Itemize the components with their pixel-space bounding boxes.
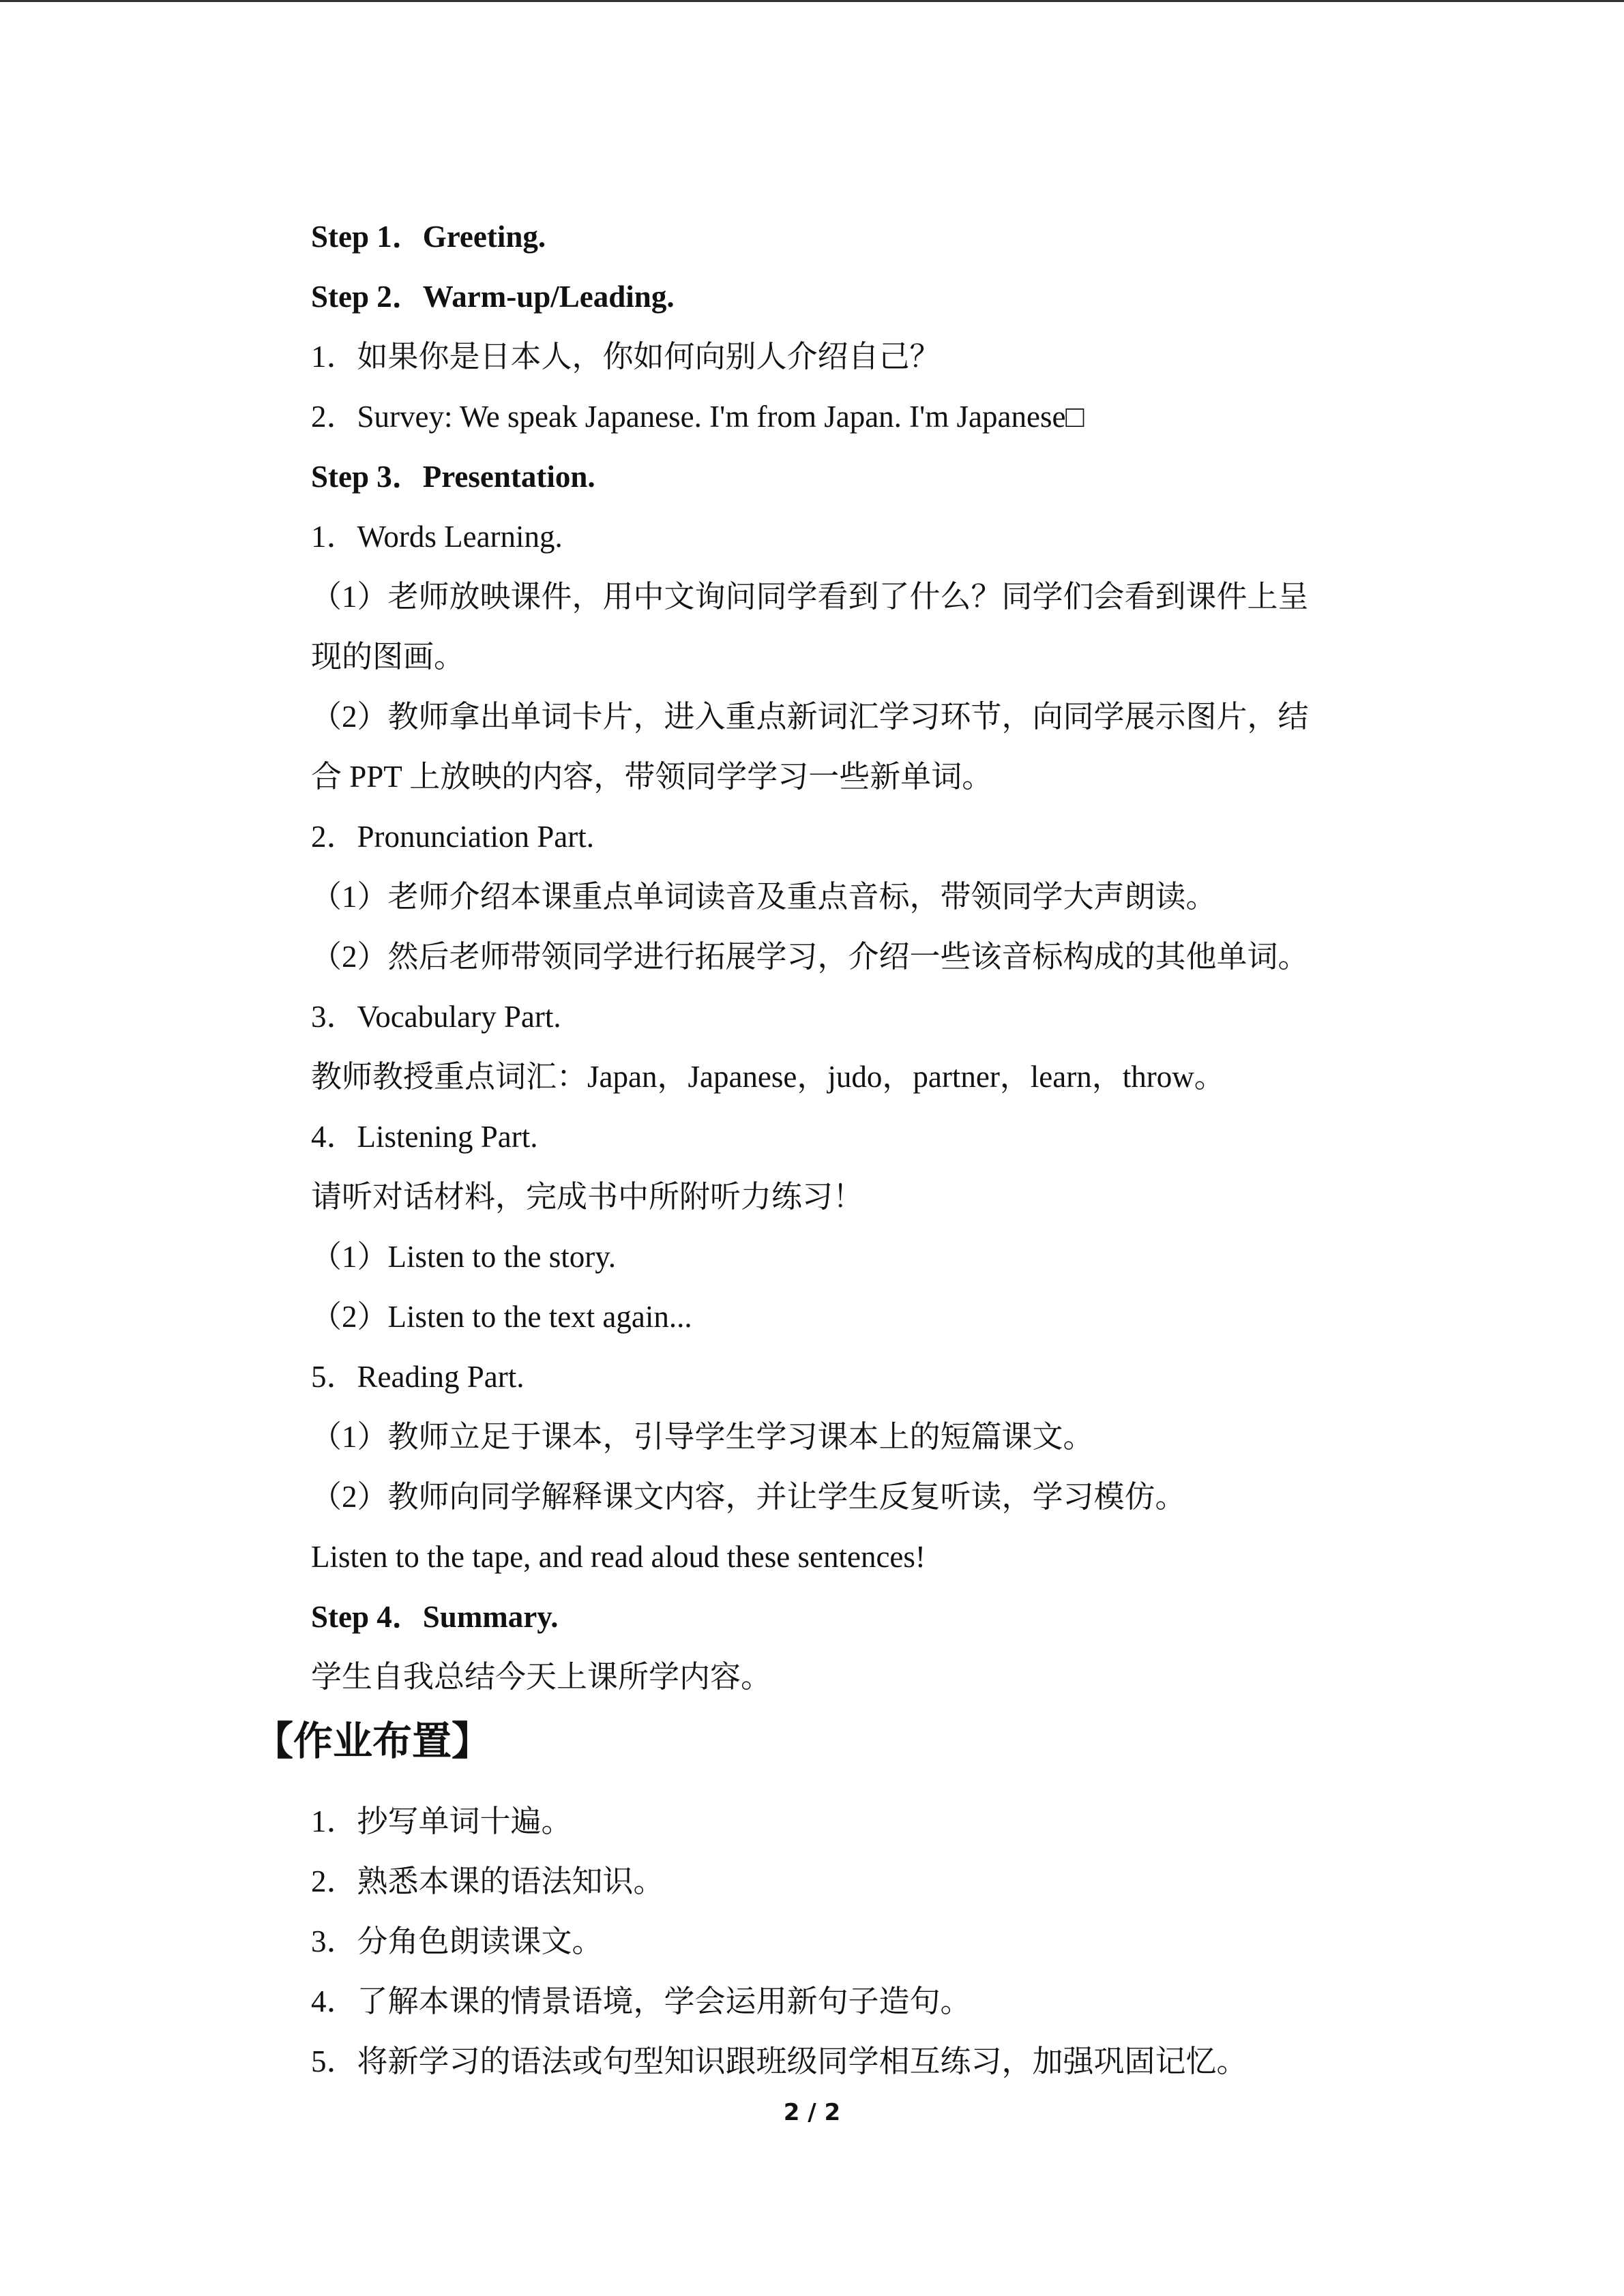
homework-item-2: 2．熟悉本课的语法知识。 (311, 1864, 664, 1898)
page-number: 2 / 2 (783, 2099, 841, 2126)
step-4-heading: Step 4．Summary. (311, 1600, 559, 1634)
homework-item-1: 1．抄写单词十遍。 (311, 1804, 572, 1838)
listening-sub-2: （2）Listen to the text again... (311, 1300, 692, 1334)
pronunciation-heading: 2．Pronunciation Part. (311, 820, 594, 854)
warmup-item-2: 2．Survey: We speak Japanese. I'm from Japan. I'm Japanese□ (311, 400, 1084, 434)
words-learning-sub-1-line-1: （1）老师放映课件，用中文询问同学看到了什么？同学们会看到课件上呈 (311, 580, 1309, 614)
homework-heading: 【作业布置】 (254, 1718, 492, 1764)
listening-heading: 4．Listening Part. (311, 1120, 538, 1154)
step-3-heading: Step 3．Presentation. (311, 460, 595, 494)
words-learning-heading: 1．Words Learning. (311, 520, 563, 554)
step-2-heading: Step 2．Warm-up/Leading. (311, 280, 675, 314)
homework-item-5: 5．将新学习的语法或句型知识跟班级同学相互练习，加强巩固记忆。 (311, 2044, 1247, 2078)
reading-sub-1: （1）教师立足于课本，引导学生学习课本上的短篇课文。 (311, 1420, 1094, 1454)
warmup-item-1: 1．如果你是日本人，你如何向别人介绍自己？ (311, 340, 941, 374)
words-learning-sub-1-line-2: 现的图画。 (311, 640, 465, 674)
listening-sub-1: （1）Listen to the story. (311, 1240, 617, 1274)
pronunciation-sub-1: （1）老师介绍本课重点单词读音及重点音标，带领同学大声朗读。 (311, 880, 1217, 914)
homework-item-4: 4．了解本课的情景语境，学会运用新句子造句。 (311, 1984, 971, 2018)
summary-text: 学生自我总结今天上课所学内容。 (311, 1660, 772, 1694)
homework-item-3: 3．分角色朗读课文。 (311, 1924, 603, 1958)
words-learning-sub-2-line-2: 合 PPT 上放映的内容，带领同学学习一些新单词。 (311, 760, 993, 794)
listening-instruction: 请听对话材料，完成书中所附听力练习！ (311, 1180, 864, 1214)
words-learning-sub-2-line-1: （2）教师拿出单词卡片，进入重点新词汇学习环节，向同学展示图片，结 (311, 700, 1309, 734)
reading-sub-2: （2）教师向同学解释课文内容，并让学生反复听读，学习模仿。 (311, 1480, 1186, 1514)
reading-instruction: Listen to the tape, and read aloud these sentences! (311, 1540, 926, 1574)
vocabulary-list: 教师教授重点词汇：Japan，Japanese，judo，partner，learn，throw。 (311, 1060, 1225, 1094)
vocabulary-heading: 3．Vocabulary Part. (311, 1000, 561, 1034)
pronunciation-sub-2: （2）然后老师带领同学进行拓展学习，介绍一些该音标构成的其他单词。 (311, 940, 1309, 974)
step-1-heading: Step 1．Greeting. (311, 220, 546, 254)
page-top-border (0, 0, 1624, 2)
reading-heading: 5．Reading Part. (311, 1360, 525, 1394)
